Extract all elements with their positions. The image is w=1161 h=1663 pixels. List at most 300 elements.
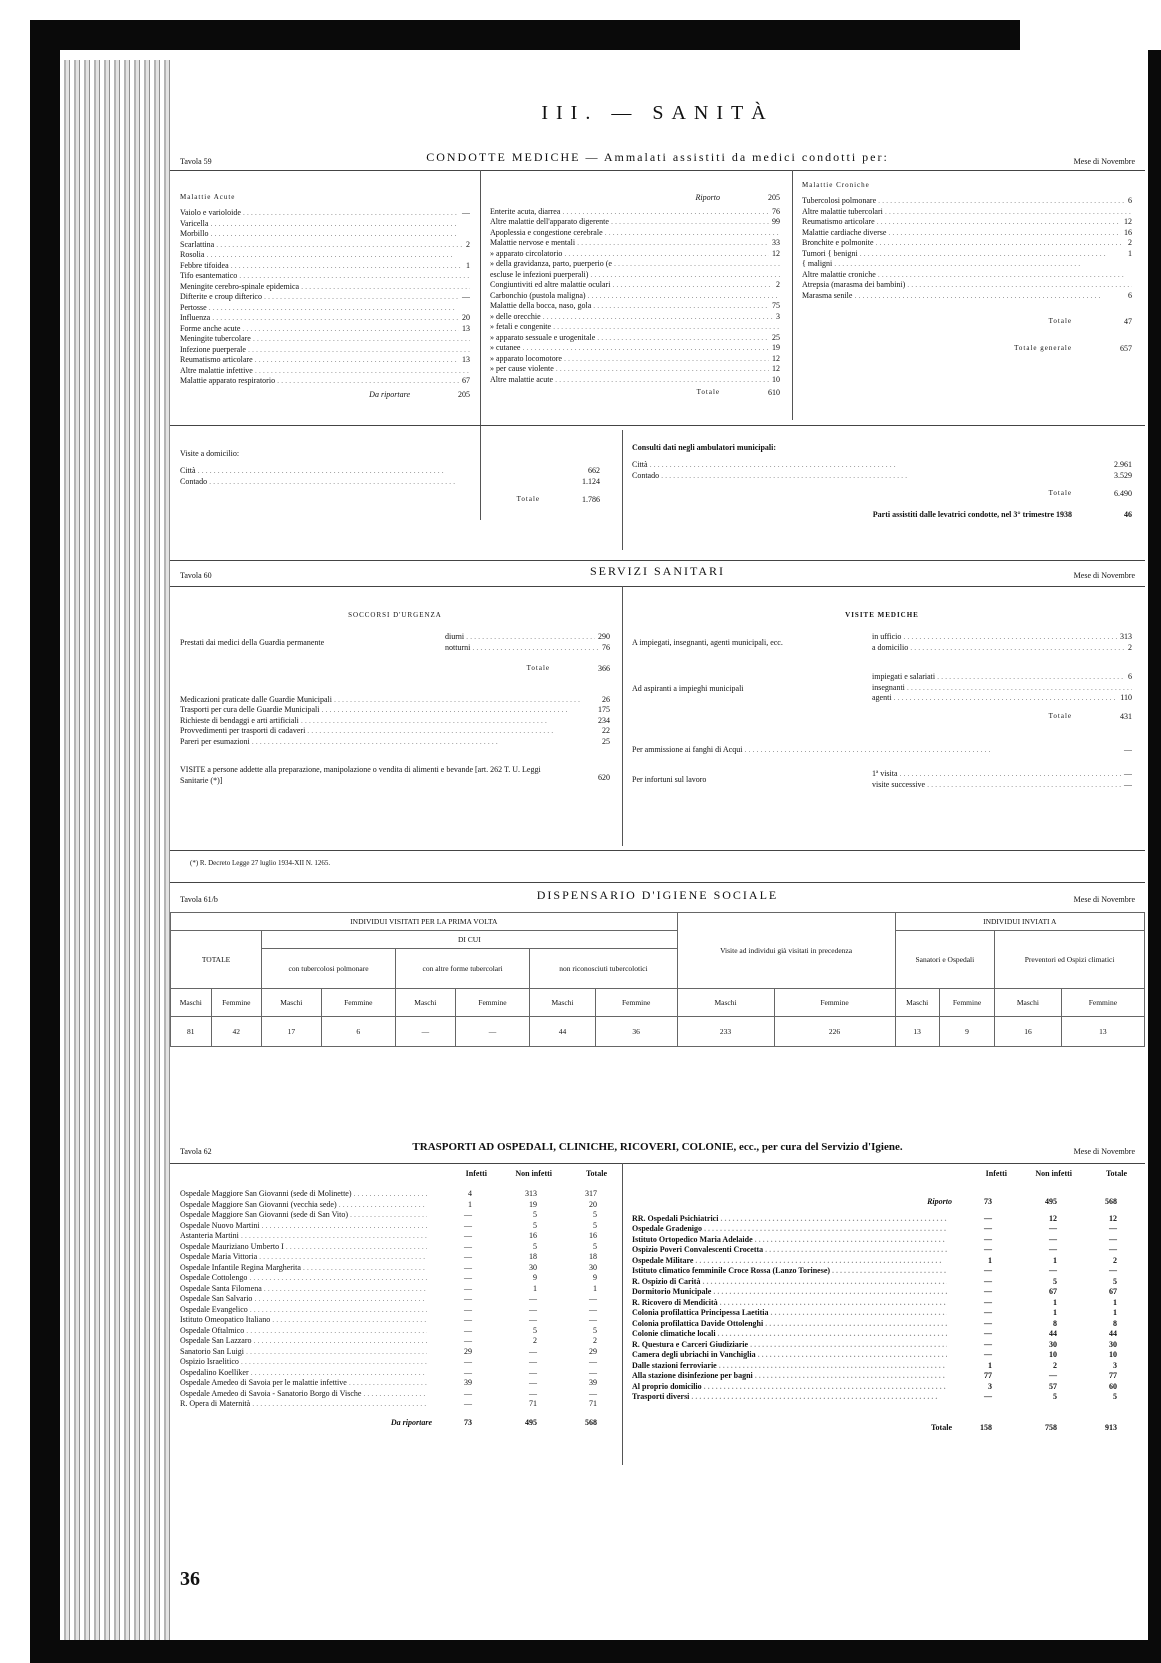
item-label: Contado . . . [180,476,455,487]
cell-c: 5 [590,1220,597,1231]
header-maschi: Maschi [396,989,456,1017]
cell-c: 5 [590,1241,597,1252]
list-item [490,290,780,301]
row-label: Colonia profilattica Principessa Laetitia . . . [632,1307,947,1318]
t59-parti [632,509,1132,520]
cell-a: — [981,1223,992,1234]
cell-a: — [461,1367,472,1378]
cell-b: 9 [530,1272,537,1283]
cell-c: — [586,1356,597,1367]
item-value: 1.124 [579,476,600,487]
cell-c: 5 [590,1325,597,1336]
item-value: 2 [463,239,470,250]
cell-a: — [461,1335,472,1346]
list-item [490,248,780,259]
list-item [180,375,470,386]
cell-a: — [981,1234,992,1245]
t59-consulti-list [632,459,1132,480]
item-value: 33 [769,237,780,248]
cell-a: 39 [461,1377,472,1388]
table-row [632,1213,1132,1224]
rule [170,1163,1145,1164]
cell-b: 1 [530,1283,537,1294]
item-label: Medicazioni praticate dalle Guardie Municipali . . . [180,694,580,705]
header-maschi: Maschi [895,989,939,1017]
list-item [490,206,780,217]
cell-a: — [981,1318,992,1329]
cell-b: — [526,1293,537,1304]
table-row [180,1377,612,1388]
row-label: Ospedale Oftalmico . . . [180,1325,427,1336]
item-label: { maligni . . . [802,258,1080,269]
cell-b: — [1046,1234,1057,1245]
row-label: Dormitorio Municipale . . . [632,1286,947,1297]
table-row [180,1293,612,1304]
t60-title: SERVIZI SANITARI [589,564,726,578]
t61-non-ric: non riconosciuti tubercolotici [530,949,677,989]
row-label: R. Ospizio di Carità . . . [632,1276,947,1287]
list-item [490,269,780,280]
t61-table [170,912,1145,1047]
cell-a: — [981,1286,992,1297]
cell-b: — [526,1367,537,1378]
list-item [180,704,610,715]
scan-border-bottom [30,1640,1161,1663]
cell-b: 5 [530,1241,537,1252]
list-item [180,260,470,271]
t61-con-altre: con altre forme tubercolari [396,949,530,989]
list-item [802,248,1132,259]
item-value: 26 [599,694,610,705]
item-label: Congiuntiviti ed altre malattie oculari . . . [490,279,780,290]
list-item [872,671,1132,682]
cell-b: 1 [1050,1307,1057,1318]
cell-a: 77 [981,1370,992,1381]
table-row [180,1314,612,1325]
col-non-infetti: Non infetti [1032,1168,1072,1179]
cell-b: 16 [526,1230,537,1241]
t62-right-total [632,1422,1132,1433]
item-label: » apparato circolatorio . . . [490,248,780,259]
list-item [180,725,610,736]
row-label: Istituto Omeopatico Italiano . . . [180,1314,427,1325]
item-label: Meningite cerebro-spinale epidemica . . . [180,281,470,292]
cell-value: 81 [171,1017,212,1047]
header-maschi: Maschi [677,989,774,1017]
cell-a: — [461,1251,472,1262]
table-row [632,1255,1132,1266]
cell-a: — [981,1213,992,1224]
scan-border-left [30,20,60,1640]
t62-left-total [180,1417,612,1428]
table-row [632,1234,1132,1245]
table-row [180,1304,612,1315]
header-maschi: Maschi [530,989,596,1017]
cell-b: — [526,1377,537,1388]
table-row [180,1230,612,1241]
cell-b: 57 [1046,1381,1057,1392]
list-item [445,631,610,642]
divider [622,1163,623,1465]
cell-value: 42 [211,1017,262,1047]
item-value: 12 [769,363,780,374]
item-label: Apoplessia e congestione cerebrale . . . [490,227,780,238]
list-item [872,682,1132,693]
cell-value: 17 [262,1017,322,1047]
item-label: Meningite tubercolare . . . [180,333,470,344]
item-label: Altre malattie dell'apparato digerente . . . [490,216,780,227]
cell-value: 13 [895,1017,939,1047]
t59-visite-list [180,465,600,486]
label: Per ammissione ai fanghi di Acqui . . . [632,744,990,755]
cell-b: 10 [1046,1349,1057,1360]
item-label: Enterite acuta, diarrea . . . [490,206,780,217]
item-label: Città . . . [632,459,896,470]
t59-month: Mese di Novembre [1073,157,1135,166]
cell-b: — [1046,1223,1057,1234]
list-item [872,779,1132,790]
cell-a: — [461,1388,472,1399]
cell-a: — [461,1356,472,1367]
header-femmine: Femmine [455,989,530,1017]
table-row [180,1346,612,1357]
item-value: 6 [1125,671,1132,682]
cell-c: — [586,1388,597,1399]
item-label: » cutanee . . . [490,342,768,353]
item-label: » della gravidanza, parto, puerperio (e . . . [490,258,780,269]
cell-b: 2 [530,1335,537,1346]
row-label: Trasporti diversi . . . [632,1391,947,1402]
item-label: Febbre tifoidea . . . [180,260,470,271]
list-item [802,290,1132,301]
table-row [632,1286,1132,1297]
item-value: 2 [1125,237,1132,248]
t61-number: Tavola 61/b [180,895,218,904]
cell-a: — [461,1293,472,1304]
item-value: 67 [459,375,470,386]
t61-sex-row [171,989,1145,1017]
t59-number: Tavola 59 [180,157,212,166]
item-label: » fetali e congenite . . . [490,321,780,332]
rule [170,586,1145,587]
cell-b: 1 [1050,1255,1057,1266]
row-label: Ospizio Poveri Convalescenti Crocetta . . . [632,1244,947,1255]
header-femmine: Femmine [939,989,994,1017]
cell-a: — [461,1283,472,1294]
cell-c: 12 [1106,1213,1117,1224]
item-value: 234 [595,715,610,726]
row-label: Ospedale Santa Filomena . . . [180,1283,427,1294]
item-label: notturni . . . [445,642,610,653]
table-row [632,1360,1132,1371]
cell-a: — [461,1398,472,1409]
t59-acute-col [180,192,470,399]
label: Ad aspiranti a impieghi municipali [632,684,744,693]
cell-c: 77 [1106,1370,1117,1381]
list-item [180,249,470,260]
cell-c: 67 [1106,1286,1117,1297]
cell-b: 19 [526,1199,537,1210]
value: 73 [461,1417,472,1428]
item-label: agenti . . . [872,692,1132,703]
header-maschi: Maschi [262,989,322,1017]
t60-vm-heading: VISITE MEDICHE [845,611,919,619]
cell-a: — [981,1297,992,1308]
item-value: 99 [769,216,780,227]
t61-inviati: INDIVIDUI INVIATI A [895,913,1144,931]
cell-c: — [586,1314,597,1325]
table-row [632,1318,1132,1329]
t62-month: Mese di Novembre [1073,1147,1135,1156]
cell-b: 5 [1050,1276,1057,1287]
label: Totale [930,1422,952,1432]
list-item [180,270,470,281]
t59-visite-total [180,494,600,505]
label: Per infortuni sul lavoro [632,775,707,784]
row-label: Ospizio Israelitico . . . [180,1356,427,1367]
row-label: Al proprio domicilio . . . [632,1381,947,1392]
t60-soccorsi-heading: SOCCORSI D'URGENZA [348,611,442,619]
cell-c: 60 [1106,1381,1117,1392]
item-label: Contado . . . [632,470,907,481]
item-value: 20 [459,312,470,323]
t59-mid-total [490,387,780,398]
cell-value: 16 [995,1017,1062,1047]
item-label: Forme anche acute . . . [180,323,470,334]
cell-b: 313 [522,1188,537,1199]
t59-visite-heading: Visite a domicilio: [180,449,240,458]
row-label: Ospedale Infantile Regina Margherita . . . [180,1262,427,1273]
t61-con-tbc: con tubercolosi polmonare [262,949,396,989]
value: 568 [582,1417,597,1428]
row-label: Ospedale Maggiore San Giovanni (sede di Molinette) . . . [180,1188,427,1199]
cell-a: — [981,1349,992,1360]
cell-value: 9 [939,1017,994,1047]
item-label: Influenza . . . [180,312,458,323]
list-item [180,239,470,250]
list-item [490,332,780,343]
t60-prestati-list [445,631,610,652]
value: 620 [598,773,610,782]
label: Totale generale [1014,343,1072,352]
table-row [632,1328,1132,1339]
item-value: 12 [769,248,780,259]
item-value: 110 [1117,692,1132,703]
value: 495 [522,1417,537,1428]
cell-c: 30 [586,1262,597,1273]
rule [170,170,1145,171]
item-label: Tifo esantematico . . . [180,270,470,281]
item-value: 6 [1125,195,1132,206]
cell-c: — [1106,1265,1117,1276]
cell-c: 18 [586,1251,597,1262]
item-value: 75 [769,300,780,311]
cell-a: — [981,1244,992,1255]
cell-a: 3 [985,1381,992,1392]
label: VISITE a persone addette alla preparazione, manipolazione o vendita di alimenti e bevande [art. 262 T. U. Leggi Sanitarie (*)] [180,765,541,785]
list-item [180,715,610,726]
label: Totale [516,495,540,503]
cell-a: — [981,1391,992,1402]
cell-b: — [526,1346,537,1357]
cell-c: 1 [1110,1307,1117,1318]
label: Parti assistiti dalle levatrici condotte, nel 3° trimestre 1938 [872,509,1072,519]
table-row [632,1297,1132,1308]
label: Totale [696,388,720,396]
value: 913 [1102,1422,1117,1433]
cell-value: 226 [774,1017,895,1047]
list-item [490,342,780,353]
cell-c: 8 [1110,1318,1117,1329]
item-label: Pareri per esumazioni . . . [180,736,498,747]
list-item [445,642,610,653]
t61-title: DISPENSARIO D'IGIENE SOCIALE [536,888,779,902]
cell-a: — [461,1304,472,1315]
table-row [632,1391,1132,1402]
row-label: RR. Ospedali Psichiatrici . . . [632,1213,947,1224]
table-row [180,1388,612,1399]
t59-general-total [802,343,1132,354]
label: Totale [526,664,550,672]
t60-infortuni-list [872,768,1132,789]
list-item [802,227,1132,238]
table-row [632,1349,1132,1360]
table-row [632,1276,1132,1287]
header-maschi: Maschi [995,989,1062,1017]
item-label: impiegati e salariati . . . [872,671,1132,682]
cell-c: — [1106,1244,1117,1255]
cell-c: — [1106,1223,1117,1234]
label: Riporto [927,1197,952,1206]
t59-riporto [490,192,780,203]
item-label: Scarlattina . . . [180,239,462,250]
item-label: Reumatismo articolare . . . [180,354,470,365]
cell-c: 39 [586,1377,597,1388]
item-label: 1ª visita . . . [872,768,1132,779]
list-item [802,206,1132,217]
item-label: escluse le infezioni puerperali) . . . [490,269,780,280]
item-label: visite successive . . . [872,779,1132,790]
list-item [180,302,470,313]
book-page-edges [60,60,170,1640]
item-value: 25 [769,332,780,343]
row-label: Ospedale Evangelico . . . [180,1304,427,1315]
row-label: Istituto climatico femminile Croce Rossa (Lanzo Torinese) . . . [632,1265,947,1276]
list-item [490,279,780,290]
item-value: 1 [1125,248,1132,259]
row-label: Ospedale Mauriziano Umberto I . . . [180,1241,427,1252]
cell-c: 16 [586,1230,597,1241]
t62-title: TRASPORTI AD OSPEDALI, CLINICHE, RICOVERI, COLONIE, ecc., per cura del Servizio d'Igiene. [412,1141,903,1153]
cell-a: — [461,1230,472,1241]
row-label: Ospedale Amedeo di Savoia per le malattie infettive . . . [180,1377,427,1388]
list-item [180,354,470,365]
list-item [490,300,780,311]
value: 495 [1042,1196,1057,1207]
item-label: Varicella . . . [180,218,456,229]
divider [792,170,793,420]
value: 205 [765,192,780,203]
value: 758 [1042,1422,1057,1433]
cell-a: 1 [465,1199,472,1210]
item-value: 76 [769,206,780,217]
list-item [490,227,780,238]
cell-c: 44 [1106,1328,1117,1339]
header-femmine: Femmine [1061,989,1144,1017]
table-row [180,1251,612,1262]
list-item [802,279,1132,290]
table-row [632,1370,1132,1381]
table-row [180,1262,612,1273]
value: 366 [595,663,610,674]
cell-a: 29 [461,1346,472,1357]
cell-c: 5 [1110,1391,1117,1402]
list-item [490,353,780,364]
table-row [180,1272,612,1283]
cell-c: 9 [590,1272,597,1283]
row-label: Camera degli ubriachi in Vanchiglia . . . [632,1349,947,1360]
list-item [180,291,470,302]
table-row [180,1335,612,1346]
t61-header [170,890,1145,910]
item-label: Carbonchio (pustola maligna) . . . [490,290,780,301]
item-value: 19 [769,342,780,353]
value: 610 [765,387,780,398]
cell-b: 18 [526,1251,537,1262]
t59-acute-heading: Malattie Acute [180,193,236,201]
label: Totale [1048,712,1072,720]
list-item [180,207,470,218]
cell-b: — [526,1388,537,1399]
cell-c: 20 [586,1199,597,1210]
list-item [180,281,470,292]
item-label: in ufficio . . . [872,631,1132,642]
t59-croniche-col [802,180,1132,353]
cell-b: — [1046,1244,1057,1255]
item-label: Altre malattie croniche . . . [802,269,1124,280]
table-row [180,1209,612,1220]
item-value: 6 [1125,290,1132,301]
cell-b: 8 [1050,1318,1057,1329]
cell-b: 67 [1046,1286,1057,1297]
item-label: Tubercolosi polmonare . . . [802,195,1124,206]
scan-border-right [1148,50,1161,1650]
section-title: III. — SANITÀ [541,102,774,124]
cell-a: — [461,1262,472,1273]
cell-c: 1 [590,1283,597,1294]
row-label: Ospedale Maggiore San Giovanni (vecchia sede) . . . [180,1199,427,1210]
cell-b: 44 [1046,1328,1057,1339]
list-item [802,258,1132,269]
item-label: insegnanti . . . [872,682,1132,693]
list-item [802,237,1132,248]
t60-medicazioni-list [180,694,610,747]
cell-c: 2 [1110,1255,1117,1266]
row-label: Ospedale Cottolengo . . . [180,1272,427,1283]
list-item [872,692,1132,703]
list-item [490,237,780,248]
t59-croniche-list [802,195,1132,300]
item-value: 3 [773,311,780,322]
cell-b: 30 [526,1262,537,1273]
cell-value: — [455,1017,530,1047]
item-value: 2 [773,279,780,290]
t61-values-row [171,1017,1145,1047]
item-value: 175 [595,704,610,715]
t59-consulti [632,442,1132,519]
item-label: Malattie nervose e mentali . . . [490,237,780,248]
list-item [802,269,1132,280]
